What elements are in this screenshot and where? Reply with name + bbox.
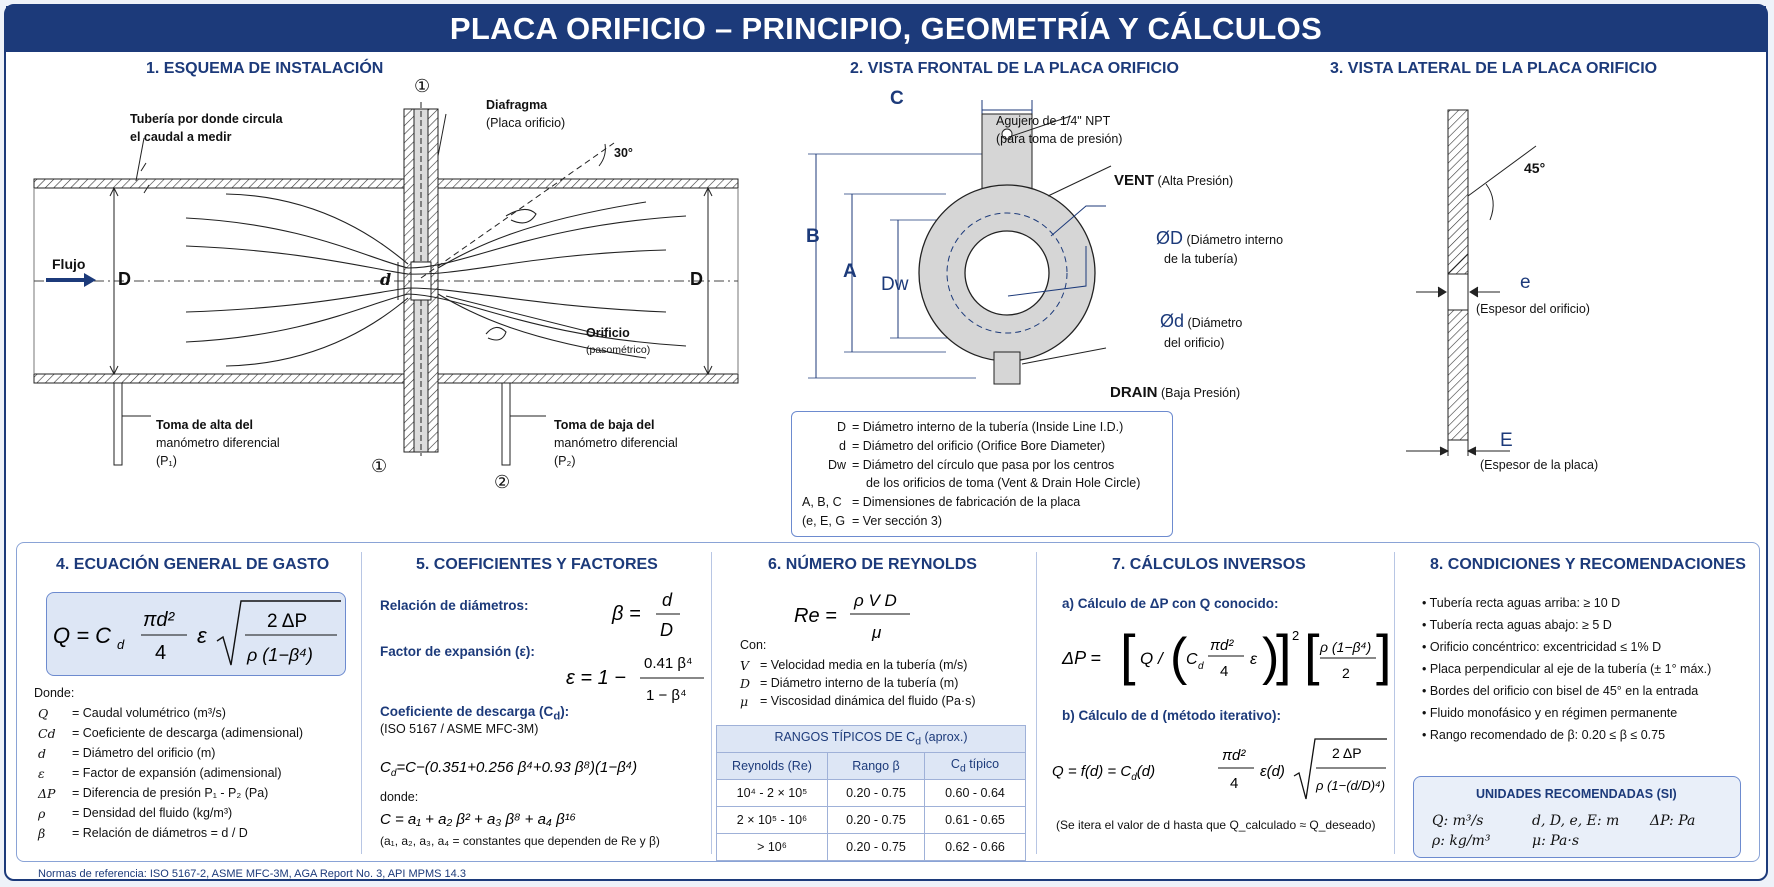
where-label: Donde: [34,686,75,700]
legend-value: de los orificios de toma (Vent & Drain Hole Circle) [866,476,1141,490]
label-number-1-bottom: ① [371,456,388,476]
var-symbol: V [740,658,750,673]
dim-C: C [890,88,904,109]
inverse-a-text: Cálculo de ΔP con Q conocido: [1077,596,1279,611]
svg-text:1 − β⁴: 1 − β⁴ [646,687,687,704]
inverse-b-label [1062,708,1281,723]
svg-text:[: [ [1120,623,1136,686]
svg-text:2 ΔP: 2 ΔP [267,611,308,632]
var-symbol: ε [38,766,45,781]
discharge-coef-standard: (ISO 5167 / ASME MFC-3M) [380,722,539,736]
svg-text:[: [ [1304,623,1320,686]
pipe-diameter-left: D [118,269,131,289]
inverse-b-letter: b) [1062,708,1075,723]
svg-text:Q = C: Q = C [53,623,112,648]
beta-equation [606,584,696,644]
var-symbol: ρ [38,806,46,821]
low-tap-line1: Toma de baja del [554,418,655,432]
svg-text:4: 4 [1220,663,1229,680]
table-title-end: (aprox.) [921,730,968,745]
column-header [925,753,1026,780]
inverse-a-label [1062,596,1279,611]
table-title-text: RANGOS TÍPICOS DE C [774,730,916,745]
svg-text:μ: μ [872,623,882,642]
svg-text:ε: ε [1250,651,1258,668]
pipe-diameter-right: D [690,269,703,289]
iteration-note: (Se itera el valor de d hasta que Q_calculado ≈ Q_deseado) [1056,818,1376,832]
svg-text:4: 4 [155,642,167,664]
recommendation-item: • Orificio concéntrico: excentricidad ≤ 1% D [1422,640,1662,654]
vent-label [1114,172,1233,189]
svg-text:ε = 1 −: ε = 1 − [566,667,626,689]
discharge-coef-text: Coeficiente de descarga (C [380,704,554,719]
flow-equation-box [46,592,346,676]
expansion-factor-label: Factor de expansión (ε): [380,644,535,659]
references-footer: Normas de referencia: ISO 5167-2, ASME MFC-3M, AGA Report No. 3, API MPMS 14.3 [38,868,466,880]
var-symbol: ΔP [38,786,56,801]
var-description: = Diferencia de presión P₁ - P₂ (Pa) [72,786,269,800]
section-7-title: 7. CÁLCULOS INVERSOS [1112,556,1306,573]
recommendation-text: Tubería recta aguas arriba: ≥ 10 D [1429,596,1621,610]
si-units-box [1413,776,1741,858]
recommendation-item: • Tubería recta aguas abajo: ≥ 5 D [1422,618,1612,632]
discharge-coef-equation [378,744,708,788]
svg-text:(: ( [1170,628,1188,686]
dim-B: B [806,226,820,247]
pipe-label-line1: Tubería por donde circula [130,112,283,126]
table-cell: 0.62 - 0.66 [925,834,1026,861]
legend-value: = Ver sección 3) [852,514,942,528]
npt-hole-line2: (para toma de presión) [996,132,1123,146]
si-units-title: UNIDADES RECOMENDADAS (SI) [1476,787,1677,801]
npt-hole-line1: Agujero de 1/4" NPT [996,114,1111,128]
svg-text:Cd=C−(0.351+0.256 β⁴+0.93 β⁸)(: $C_d=C-(0.351+0.256$ β⁴+0.93 β⁸)(1−β⁴) [380,759,638,779]
section-5-title: 5. COEFICIENTES Y FACTORES [416,556,658,573]
page-title: PLACA ORIFICIO – PRINCIPIO, GEOMETRÍA Y CÁLCULOS [6,6,1766,52]
table-row [717,807,1026,834]
dim-A: A [843,261,857,282]
svg-text:D: D [660,620,673,640]
recommendation-item: • Tubería recta aguas arriba: ≥ 10 D [1422,596,1621,610]
var-symbol: Q [38,706,49,721]
c-polynomial-equation [378,804,708,832]
svg-text:Q /: Q / [1140,649,1163,668]
legend-key: D [836,420,846,434]
divider [711,552,712,854]
inverse-a-letter: a) [1062,596,1075,611]
phid-line1: (Diámetro [1187,316,1243,330]
legend-value: = Dimensiones de fabricación de la placa [852,495,1081,509]
phiD-symbol: ØD [1156,228,1183,248]
divider [361,552,362,854]
svg-text:πd²: πd² [1210,637,1234,654]
legend-key: d [839,439,846,453]
dimension-legend [791,411,1173,537]
discharge-coef-end: ): [560,704,570,719]
divider [1394,552,1395,854]
svg-text:d: d [662,590,673,610]
section-8-title: 8. CONDICIONES Y RECOMENDACIONES [1430,556,1746,573]
var-description: = Relación de diámetros = d / D [72,826,248,840]
cd-ranges-table [716,725,1026,861]
column-header: Rango β [828,753,925,780]
var-description: = Densidad del fluido (kg/m³) [72,806,233,820]
drain-name: DRAIN [1110,384,1158,401]
svg-text:0.41 β⁴: 0.41 β⁴ [644,655,693,672]
flow-label: Flujo [52,256,86,272]
where-label-5: donde: [380,790,419,804]
drain-label [1110,384,1240,401]
phiD-line2: de la tubería) [1164,252,1238,266]
recommendation-text: Bordes del orificio con bisel de 45° en la entrada [1429,684,1699,698]
iterative-equation [1050,730,1390,808]
phiD-label [1156,228,1283,249]
unit-item: μ: Pa·s [1532,833,1580,849]
recommendation-item: • Rango recomendado de β: 0.20 ≤ β ≤ 0.75 [1422,728,1666,742]
plate-thickness-label: (Espesor de la placa) [1480,458,1599,472]
svg-text:): ) [1262,628,1280,686]
table-cell: 0.61 - 0.65 [925,807,1026,834]
section-2-title: 2. VISTA FRONTAL DE LA PLACA ORIFICIO [850,60,1179,77]
flow-equation [47,593,345,675]
table-cell: 0.20 - 0.75 [828,807,925,834]
orifice-diameter-label: d [380,270,392,289]
delta-p-equation [1058,616,1392,700]
drain-sub: (Baja Presión) [1160,386,1241,400]
plate-thickness-symbol: E [1500,430,1513,451]
table-cell: 2 × 10⁵ - 10⁶ [717,807,828,834]
vent-sub: (Alta Presión) [1157,174,1234,188]
table-cell: 0.60 - 0.64 [925,780,1026,807]
recommendation-item: • Fluido monofásico y en régimen permanente [1422,706,1678,720]
legend-key: (e, E, G [802,514,846,528]
diafragma-sublabel: (Placa orificio) [486,116,566,130]
table-title-row [717,726,1026,753]
svg-text:ρ V D: ρ V D [854,591,897,610]
var-symbol: β [38,826,46,841]
svg-text:ρ (1−β⁴): ρ (1−β⁴) [1320,639,1372,655]
cd-header-text: C [950,757,960,772]
svg-text:]: ] [1276,623,1292,686]
phiD-line1: (Diámetro interno [1186,233,1284,247]
var-description: = Coeficiente de descarga (adimensional) [72,726,304,740]
svg-text:β =: β = [612,603,641,625]
beta-ratio-label: Relación de diámetros: [380,598,529,613]
svg-text:ε(d): ε(d) [1260,763,1285,780]
angle-30-label: 30° [614,146,633,160]
recommendation-text: Fluido monofásico y en régimen permanente [1429,706,1678,720]
phid-label [1160,311,1242,332]
phid-symbol: Ød [1160,311,1185,331]
var-symbol: D [740,676,751,691]
inverse-b-text: Cálculo de d (método iterativo): [1078,708,1282,723]
dim-Dw: Dw [881,274,909,295]
svg-text:d: d [117,637,125,652]
section-4-title: 4. ECUACIÓN GENERAL DE GASTO [56,556,330,573]
diafragma-label: Diafragma [486,98,548,112]
cd-header-end: típico [965,757,1000,772]
unit-item: ΔP: Pa [1650,813,1696,829]
var-description: = Diámetro del orificio (m) [72,746,216,760]
low-tap-line2: manómetro diferencial [554,436,678,450]
table-row [717,834,1026,861]
unit-item: ρ: kg/m³ [1432,833,1491,849]
svg-text:ε: ε [197,623,207,648]
table-cell: 0.20 - 0.75 [828,834,925,861]
svg-text:]: ] [1376,623,1392,686]
orifice-thickness-label: (Espesor del orificio) [1476,302,1590,316]
var-description: = Velocidad media en la tubería (m/s) [760,658,968,672]
reynolds-equation [792,582,922,646]
discharge-coef-label [380,704,569,723]
var-symbol: Cd [38,726,56,741]
high-tap-line3: (P₁) [156,454,177,468]
svg-text:d: d [1198,661,1204,672]
recommendation-text: Tubería recta aguas abajo: ≥ 5 D [1429,618,1612,632]
svg-text:πd²: πd² [1222,747,1246,764]
var-description: = Viscosidad dinámica del fluido (Pa·s) [760,694,976,708]
var-description: = Factor de expansión (adimensional) [72,766,282,780]
table-row [717,780,1026,807]
var-description: = Caudal volumétrico (m³/s) [72,706,226,720]
var-description: = Diámetro interno de la tubería (m) [760,676,959,690]
table-cell: 0.20 - 0.75 [828,780,925,807]
label-number-1-top: ① [414,76,431,96]
column-header: Reynolds (Re) [717,753,828,780]
svg-text:Re =: Re = [794,605,837,627]
high-tap-line2: manómetro diferencial [156,436,280,450]
table-cell: > 10⁶ [717,834,828,861]
recommendation-text: Orificio concéntrico: excentricidad ≤ 1% D [1429,640,1662,654]
legend-value: = Diámetro del orificio (Orifice Bore Diameter) [852,439,1106,453]
legend-key: A, B, C [802,495,842,509]
divider [1036,552,1037,854]
var-symbol: μ [740,694,749,709]
table-title-sub: d [915,736,921,748]
recommendation-text: Rango recomendado de β: 0.20 ≤ β ≤ 0.75 [1429,728,1666,742]
bevel-angle-label: 45° [1524,160,1546,176]
phid-line2: del orificio) [1164,336,1225,350]
svg-text:ρ (1−(d/D)⁴): ρ (1−(d/D)⁴) [1316,778,1386,793]
high-tap-line1: Toma de alta del [156,418,254,432]
constants-note: (a₁, a₂, a₃, a₄ = constantes que dependen de Re y β) [380,834,660,848]
vent-name: VENT [1114,172,1155,189]
svg-text:C: C [1186,651,1198,668]
legend-key: Dw [827,458,846,472]
table-title [717,726,1026,753]
unit-item: d, D, e, E: m [1532,813,1620,829]
svg-text:ΔP =: ΔP = [1062,648,1101,668]
table-cell: 10⁴ - 2 × 10⁵ [717,780,828,807]
with-label: Con: [740,638,767,652]
unit-item: Q: m³/s [1432,813,1484,829]
orifice-thickness-symbol: e [1520,272,1531,293]
svg-text:2: 2 [1342,665,1350,681]
section-3-title: 3. VISTA LATERAL DE LA PLACA ORIFICIO [1330,60,1658,77]
orificio-label: Orificio [586,326,630,340]
section-6-title: 6. NÚMERO DE REYNOLDS [768,556,977,573]
side-view-diagram [1386,106,1586,466]
legend-value: = Diámetro del círculo que pasa por los centros [852,458,1115,472]
pipe-label-line2: el caudal a medir [130,130,232,144]
svg-text:ρ (1−β⁴): ρ (1−β⁴) [247,645,313,665]
orificio-sublabel: (pasométrico) [586,344,651,356]
cd-header-sub: d [959,763,966,775]
table-header-row [717,753,1026,780]
recommendation-item: • Placa perpendicular al eje de la tubería (± 1° máx.) [1422,662,1712,676]
infographic-frame [4,4,1768,881]
svg-text:πd²: πd² [143,609,175,631]
recommendation-item: • Bordes del orificio con bisel de 45° en la entrada [1422,684,1699,698]
legend-value: = Diámetro interno de la tubería (Inside Line I.D.) [852,420,1124,434]
expansion-equation [562,646,707,708]
svg-text:Q = f(d) = Cd(d): $Q = f(d) = C_d(d)$ [1052,763,1156,783]
svg-text:C = a₁ + a₂ β² + a₃ β⁸ + a₄ β¹: C = a₁ + a₂ β² + a₃ β⁸ + a₄ β¹⁶ [380,811,576,828]
svg-text:2: 2 [1292,628,1300,643]
discharge-coef-sub: d [553,710,561,723]
label-number-2-bottom: ② [494,472,511,492]
svg-text:2 ΔP: 2 ΔP [1332,745,1362,761]
var-symbol: d [38,746,47,761]
section-1-title: 1. ESQUEMA DE INSTALACIÓN [146,60,384,77]
recommendation-text: Placa perpendicular al eje de la tubería (± 1° máx.) [1429,662,1712,676]
low-tap-line3: (P₂) [554,454,576,468]
svg-text:4: 4 [1230,775,1239,792]
